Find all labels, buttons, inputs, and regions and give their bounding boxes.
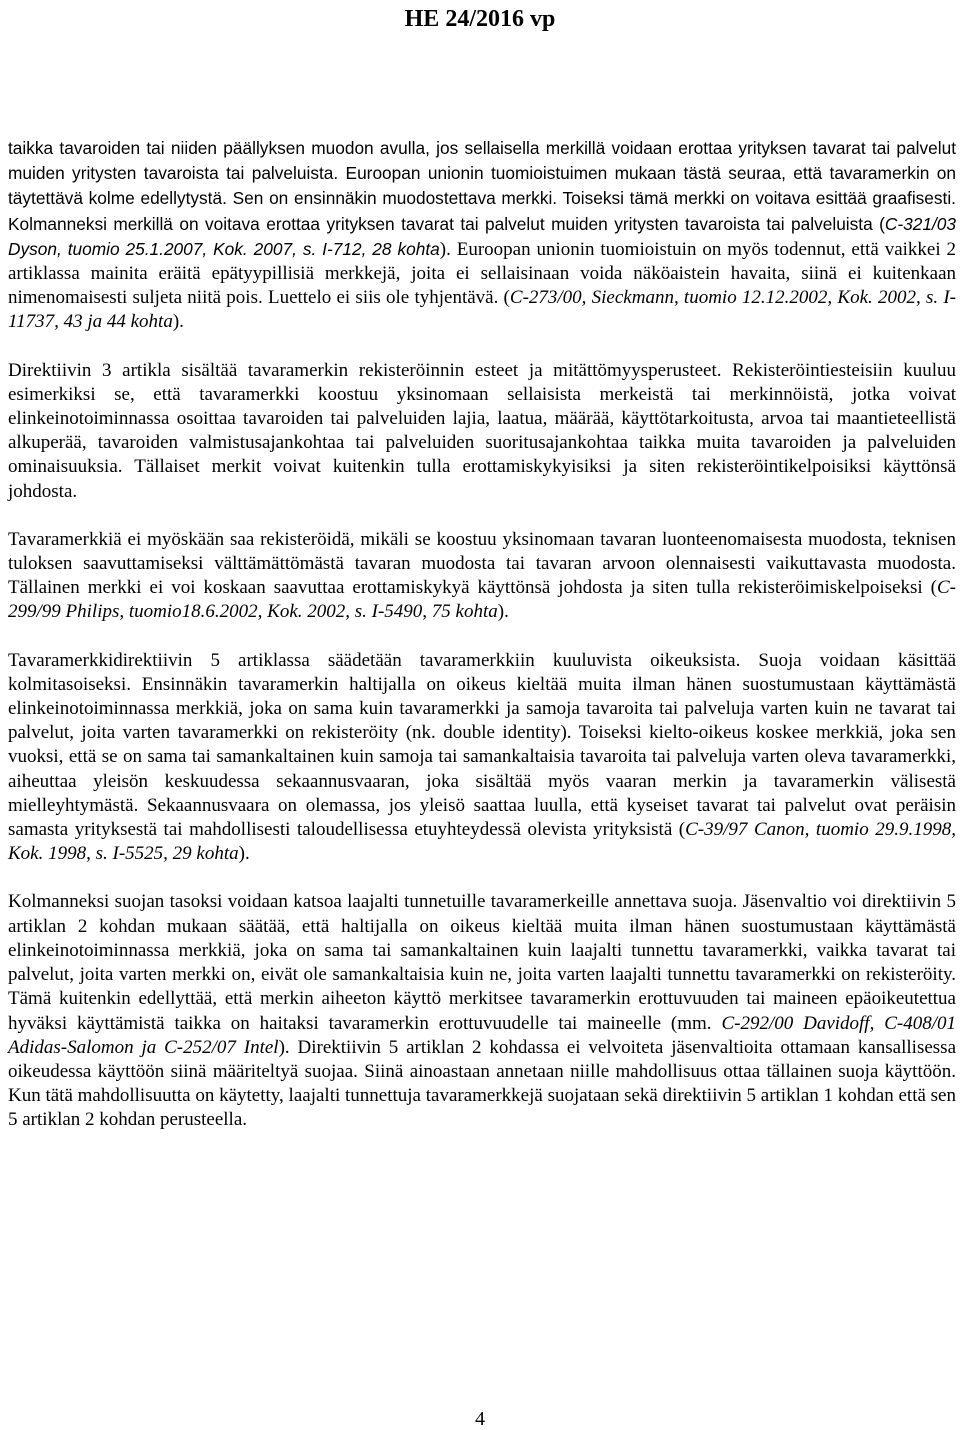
paragraph-text: ). Euroopan unionin tuomioistuin on myös todennut, että vaikkei 2 artiklassa mainita eräitä epätyypillisiä merkkejä, joita ei sellaisinaan voida näköaistein havaita, siinä ei kuitenkaan nimenomaisesti suljeta niitä pois. Luettelo ei siis ole tyhjentävä. ( [8, 238, 956, 309]
paragraph-text: Kolmanneksi suojan tasoksi voidaan katsoa laajalti tunnetuille tavaramerkeille annettava suoja. Jäsenvaltio voi direktiivin 5 artiklan 2 kohdan mukaan säätää, että haltijalla on oikeus kieltää muita ilman hänen suostumustaan käyttämästä elinkeinotoiminnassa merkkiä, joka on sama tai samankaltainen kuin laajalti tunnettu tavaramerkki, vaikka tavarat tai palvelut, joita varten merkki on, eivät ole samankaltaisia kuin ne, joita varten laajalti tunnettu tavaramerkki on rekisteröity. Tämä kuitenkin edellyttää, että merkin aiheeton käyttö merkitsee tavaramerkin erottuvuuden tai maineen epäoikeutettua hyväksi käyttämistä taikka on haitaksi tavaramerkin erottuvuudelle tai maineelle (mm. [8, 891, 956, 1034]
paragraph-text: ). [497, 601, 509, 623]
paragraph-3 [8, 528, 956, 625]
document-header: HE 24/2016 vp [404, 6, 556, 32]
paragraph-1 [8, 136, 956, 335]
paragraph-text: Tavaramerkkiä ei myöskään saa rekisteröidä, mikäli se koostuu yksinomaan tavaran luonteenomaisesta muodosta, teknisen tuloksen saavuttamiseksi välttämättömästä tavaran muodosta tai tavaran arvoon olennaisesti vaikuttavasta muodosta. Tällainen merkki ei voi koskaan saavuttaa erottamiskykyä käyttönsä johdosta ja siten tulla rekisteröimiskelpoiseksi ( [8, 528, 956, 599]
page-number: 4 [475, 1408, 485, 1430]
paragraph-5 [8, 890, 956, 1132]
paragraph-text: ). [172, 311, 184, 333]
paragraph-text: Direktiivin 3 artikla sisältää tavaramerkin rekisteröinnin esteet ja mitättömyysperusteet. Rekisteröintiesteisiin kuuluu esimerkiksi se, että tavaramerkki koostuu yksinomaan sellaisista merkeistä tai merkinnöistä, jotka voivat elinkeinotoiminnassa osoittaa tavaroiden tai palveluiden lajia, laatua, määrää, käyttötarkoitusta, arvoa tai maantieteellistä alkuperää, tavaroiden valmistusajankohtaa tai palveluiden suoritusajankohtaa taikka muita tavaroiden ja palveluiden ominaisuuksia. Tällaiset merkit voivat kuitenkin tulla erottamiskykyisiksi ja siten rekisteröintikelpoisiksi käyttönsä johdosta. [8, 359, 956, 502]
case-reference: C-39/97 Canon, tuomio 29.9.1998, Kok. 1998, s. I-5525, 29 kohta [8, 819, 956, 865]
paragraph-text: Tavaramerkkidirektiivin 5 artiklassa säädetään tavaramerkkiin kuuluvista oikeuksista. Suoja voidaan käsittää kolmitasoiseksi. Ensinnäkin tavaramerkin haltijalla on oikeus kieltää muita ilman hänen suostumustaan käyttämästä elinkeinotoiminnassa merkkiä, joka on sama kuin tavaramerkki ja samoja tavaroita tai palveluja varten kuin ne tavarat tai palvelut, joita varten tavaramerkki on rekisteröity (nk. double identity). Toiseksi kielto-oikeus koskee merkkiä, joka sen vuoksi, että se on sama tai samankaltainen kuin samoja tai samankaltaisia tavaroita tai palveluja varten oleva tavaramerkki, aiheuttaa yleisön keskuudessa sekaannusvaaran, joka sisältää myös vaaran merkin ja tavaramerkin välisestä mielleyhtymästä. Sekaannusvaara on olemassa, jos yleisö saattaa luulla, että kyseiset tavarat tai palvelut ovat peräisin samasta yrityksestä tai mahdollisesti taloudellisessa etuyhteydessä olevista yrityksistä ( [8, 649, 956, 841]
case-reference: C-273/00, Sieckmann, tuomio 12.12.2002, Kok. 2002, s. I-11737, 43 ja 44 kohta [8, 287, 956, 333]
case-reference: C-292/00 Davidoff, C-408/01 Adidas-Salomon ja C-252/07 Intel [8, 1012, 956, 1058]
case-reference: C-321/03 Dyson, tuomio 25.1.2007, Kok. 2007, s. I-712, 28 kohta [8, 213, 956, 259]
case-reference: C-299/99 Philips, tuomio18.6.2002, Kok. 2002, s. I-5490, 75 kohta [8, 577, 956, 623]
paragraph-2 [8, 359, 956, 504]
paragraph-text: taikka tavaroiden tai niiden päällyksen muodon avulla, jos sellaisella merkillä voidaan erottaa yrityksen tavarat tai palvelut muiden yritysten tavaroista tai palveluista. Euroopan unionin tuomioistuimen mukaan tästä seuraa, että tavaramerkin on täytettävä kolme edellytystä. Sen on ensinnäkin muodostettava merkki. Toiseksi tämä merkki on voitava esittää graafisesti. Kolmanneksi merkillä on voitava erottaa yrityksen tavarat tai palvelut muiden yritysten tavaroista tai palveluista ( [8, 138, 956, 234]
document-body [8, 136, 956, 1157]
paragraph-4 [8, 649, 956, 867]
paragraph-text: ). [238, 843, 250, 865]
paragraph-text: ). Direktiivin 5 artiklan 2 kohdassa ei velvoiteta jäsenvaltioita ottamaan kansallisessa oikeudessa käyttöön siinä määriteltyä suojaa. Siinä ainoastaan annetaan niille mahdollisuus ottaa tällainen suoja käyttöön. Kun tätä mahdollisuutta on käytetty, laajalti tunnettuja tavaramerkkejä suojataan sekä direktiivin 5 artiklan 1 kohdan että sen 5 artiklan 2 kohdan perusteella. [8, 1036, 956, 1131]
